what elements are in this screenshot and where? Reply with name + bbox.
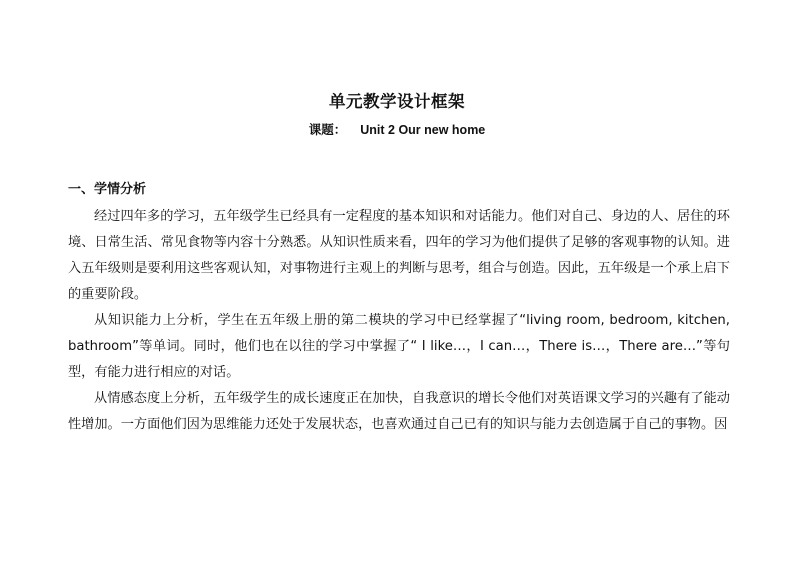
- section-heading: 一、学情分析: [68, 182, 147, 197]
- document-title: 单元教学设计框架: [329, 92, 465, 111]
- paragraph-2: 从知识能力上分析，学生在五年级上册的第二模块的学习中已经掌握了“living room, bedroom, kitchen, bathroom”等单词。同时，他们也在以往的学习中掌握了“ I like…，I can…，There is…，There are…”等句型，有能力进行相应的对话。: [68, 313, 730, 380]
- subtitle-label: 课题：: [308, 122, 347, 137]
- paragraph-3: 从情感态度上分析，五年级学生的成长速度正在加快，自我意识的增长令他们对英语课文学习的兴趣有了能动性增加。一方面他们因为思维能力还处于发展状态，也喜欢通过自己已有的知识与能力去创造属于自己的事物。因: [68, 391, 730, 432]
- paragraph-1: 经过四年多的学习，五年级学生已经具有一定程度的基本知识和对话能力。他们对自己、身边的人、居住的环境、日常生活、常见食物等内容十分熟悉。从知识性质来看，四年的学习为他们提供了足够的客观事物的认知。进入五年级则是要利用这些客观认知，对事物进行主观上的判断与思考，组合与创造。因此，五年级是一个承上启下的重要阶段。: [68, 209, 730, 302]
- subtitle-value: Unit 2 Our new home: [360, 123, 486, 137]
- section-body: [68, 204, 730, 438]
- document-subtitle: [0, 120, 794, 138]
